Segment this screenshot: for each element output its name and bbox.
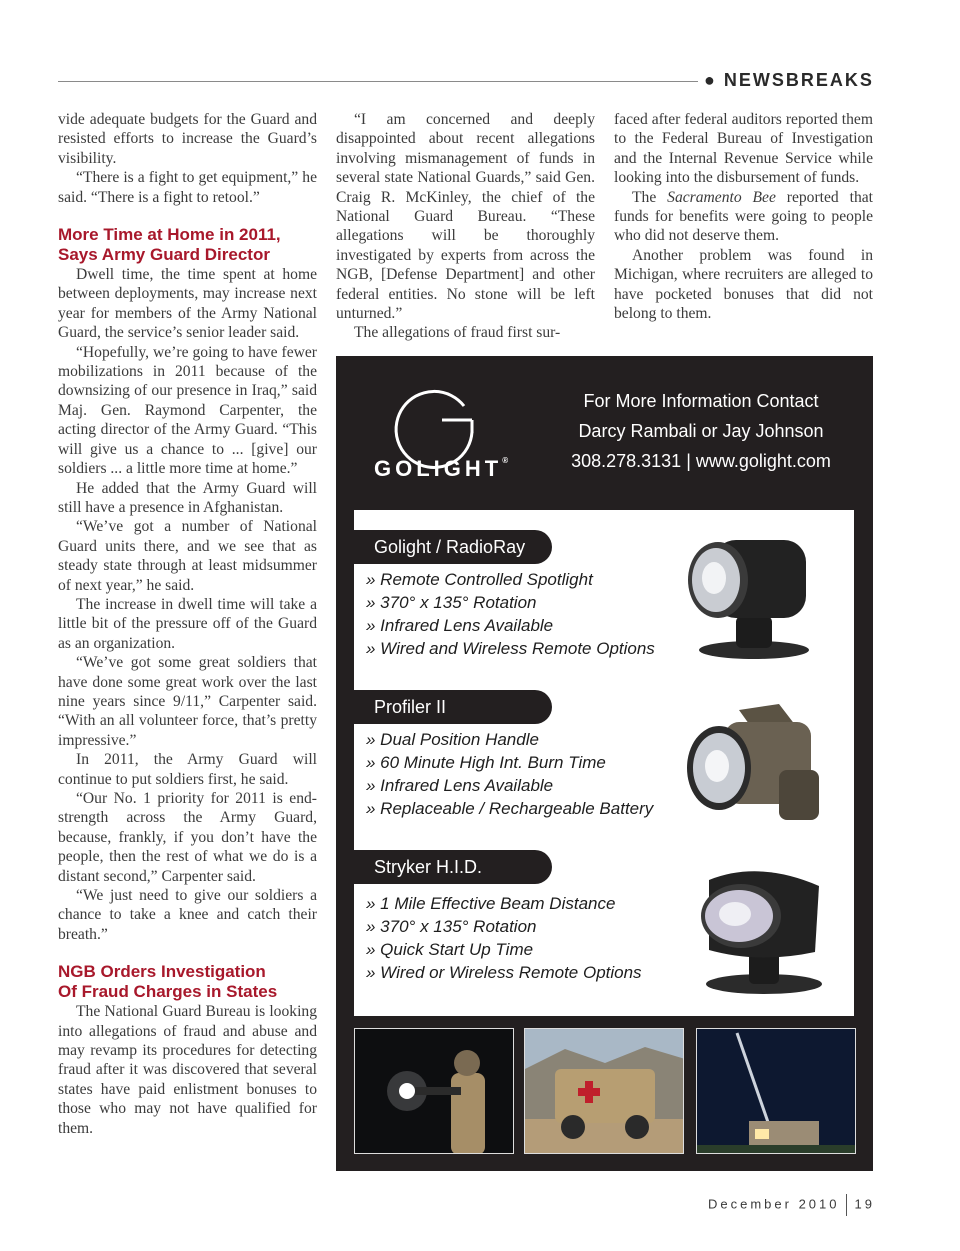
- paragraph: faced after federal auditors reported them to the Federal Bureau of Investigation and the Internal Revenue Service while looking into the disbursement of funds.: [614, 111, 873, 187]
- night-crane-photo: [696, 1028, 856, 1154]
- vehicle-photo-image: [525, 1029, 684, 1154]
- contact-line: Darcy Rambali or Jay Johnson: [578, 421, 824, 441]
- page-number: 19: [854, 1196, 875, 1212]
- feature-item: » Infrared Lens Available: [366, 776, 554, 795]
- feature-list: [366, 728, 653, 820]
- feature-item: » Wired or Wireless Remote Options: [366, 963, 642, 982]
- paragraph: vide adequate budgets for the Guard and resisted efforts to increase the Guard’s visibility.: [58, 111, 317, 167]
- photo-strip: [354, 1028, 856, 1154]
- paragraph: In 2011, the Army Guard will continue to put soldiers first, he said.: [58, 751, 317, 788]
- feature-item: » Wired and Wireless Remote Options: [366, 639, 655, 658]
- article-column-2: [336, 110, 595, 343]
- brand-text: GOLIGHT: [374, 456, 503, 481]
- paragraph: “Hopefully, we’re going to have fewer mobilizations in 2011 because of the downsizing of our presence in Iraq,” said Maj. Gen. Raymond Carpenter, the acting director of the Army Guard. “This will give us a chance to ... [give] our soldiers ... a little more time at home.”: [58, 343, 317, 478]
- paragraph: [614, 188, 873, 246]
- paragraph: The National Guard Bureau is looking into allegations of fraud and abuse and may revamp its procedures for detecting fraud after it was discovered that several states have paid enlistment bonuses to those who may not have qualified for them.: [58, 1003, 317, 1137]
- crane-photo-image: [697, 1029, 856, 1154]
- headline-line: Says Army Guard Director: [58, 245, 270, 265]
- soldier-photo-image: [355, 1029, 514, 1154]
- paragraph: The allegations of fraud first sur-: [354, 324, 561, 342]
- feature-item: » Quick Start Up Time: [366, 940, 534, 959]
- paragraph: “We just need to give our soldiers a chance to take a knee and catch their breath.”: [58, 887, 317, 943]
- section-title: ● NEWSBREAKS: [704, 70, 874, 90]
- publication-name: Sacramento Bee: [667, 188, 776, 206]
- golight-advertisement: [336, 356, 873, 1171]
- article-column-3: [614, 110, 873, 323]
- paragraph: Another problem was found in Michigan, where recruiters are alleged to have pocketed bonuses that did not belong to them.: [614, 246, 873, 323]
- product-name-stryker: Stryker H.I.D.: [354, 850, 552, 884]
- feature-list: [366, 892, 642, 984]
- soldier-night-photo: [354, 1028, 514, 1154]
- headline-fraud-investigation: [58, 962, 317, 1002]
- footer-divider: [846, 1194, 847, 1216]
- feature-item: » 370° x 135° Rotation: [366, 917, 537, 936]
- feature-item: » Replaceable / Rechargeable Battery: [366, 799, 654, 818]
- headline-line: NGB Orders Investigation: [58, 962, 266, 982]
- feature-list: [366, 568, 655, 660]
- headline-line: More Time at Home in 2011,: [58, 225, 281, 245]
- contact-line: For More Information Contact: [583, 391, 819, 411]
- issue-date: December 2010: [708, 1196, 840, 1212]
- brand-name: [374, 456, 508, 482]
- headline-line: Of Fraud Charges in States: [58, 982, 278, 1002]
- product-panel: [354, 510, 854, 1016]
- paragraph: “Our No. 1 priority for 2011 is end-strength across the Army Guard, because, frankly, if you don’t have the people, then the rest of what we do is a distant second,” Carpenter said.: [58, 790, 317, 885]
- text-run: reported that funds for benefits were going to people who did not deserve them.: [614, 188, 873, 245]
- contact-line: 308.278.3131 | www.golight.com: [571, 451, 831, 471]
- paragraph: He added that the Army Guard will still have a presence in Afghanistan.: [58, 479, 317, 516]
- paragraph: “There is a fight to get equipment,” he said. “There is a fight to retool.”: [58, 169, 317, 206]
- paragraph: “I am concerned and deeply disappointed about recent allegations involving mismanagement of funds in several state National Guards,” said Gen. Craig R. McKinley, the chief of the National Guard Bureau. “These allegations will be thoroughly investigated by experts from across the NGB, [Defense Department] and other federal entities. No stone will be left unturned.”: [336, 111, 595, 323]
- product-name-radioray: Golight / RadioRay: [354, 530, 552, 564]
- feature-item: » Dual Position Handle: [366, 730, 539, 749]
- military-vehicle-photo: [524, 1028, 684, 1154]
- contact-info: [556, 386, 846, 476]
- text-run: The: [632, 188, 668, 206]
- headline-dwell-time: [58, 225, 317, 265]
- paragraph: The increase in dwell time will take a little bit of the pressure off of the Guard as an organization.: [58, 595, 317, 652]
- header-rule: [58, 81, 698, 82]
- paragraph: Dwell time, the time spent at home between deployments, may increase next year for members of the Army National Guard, the service’s senior leader said.: [58, 266, 317, 342]
- registered-mark: ®: [502, 456, 509, 465]
- article-column-1: [58, 110, 317, 1138]
- paragraph: “We’ve got a number of National Guard units there, and we see that as steady state through at least midsummer of next year,” he said.: [58, 518, 317, 594]
- feature-item: » Infrared Lens Available: [366, 616, 554, 635]
- product-name-profiler: Profiler II: [354, 690, 552, 724]
- feature-item: » 60 Minute High Int. Burn Time: [366, 753, 606, 772]
- feature-item: » Remote Controlled Spotlight: [366, 570, 593, 589]
- page-footer: [708, 1194, 875, 1216]
- feature-item: » 1 Mile Effective Beam Distance: [366, 894, 616, 913]
- profiler-spotlight-image: [679, 700, 829, 830]
- stryker-spotlight-image: [679, 860, 829, 1000]
- feature-item: » 370° x 135° Rotation: [366, 593, 537, 612]
- radioray-spotlight-image: [674, 532, 824, 662]
- paragraph: “We’ve got some great soldiers that have done some great work over the last nine years since 9/11,” Carpenter said. “With an all volunteer force, that’s pretty impressive.”: [58, 654, 317, 749]
